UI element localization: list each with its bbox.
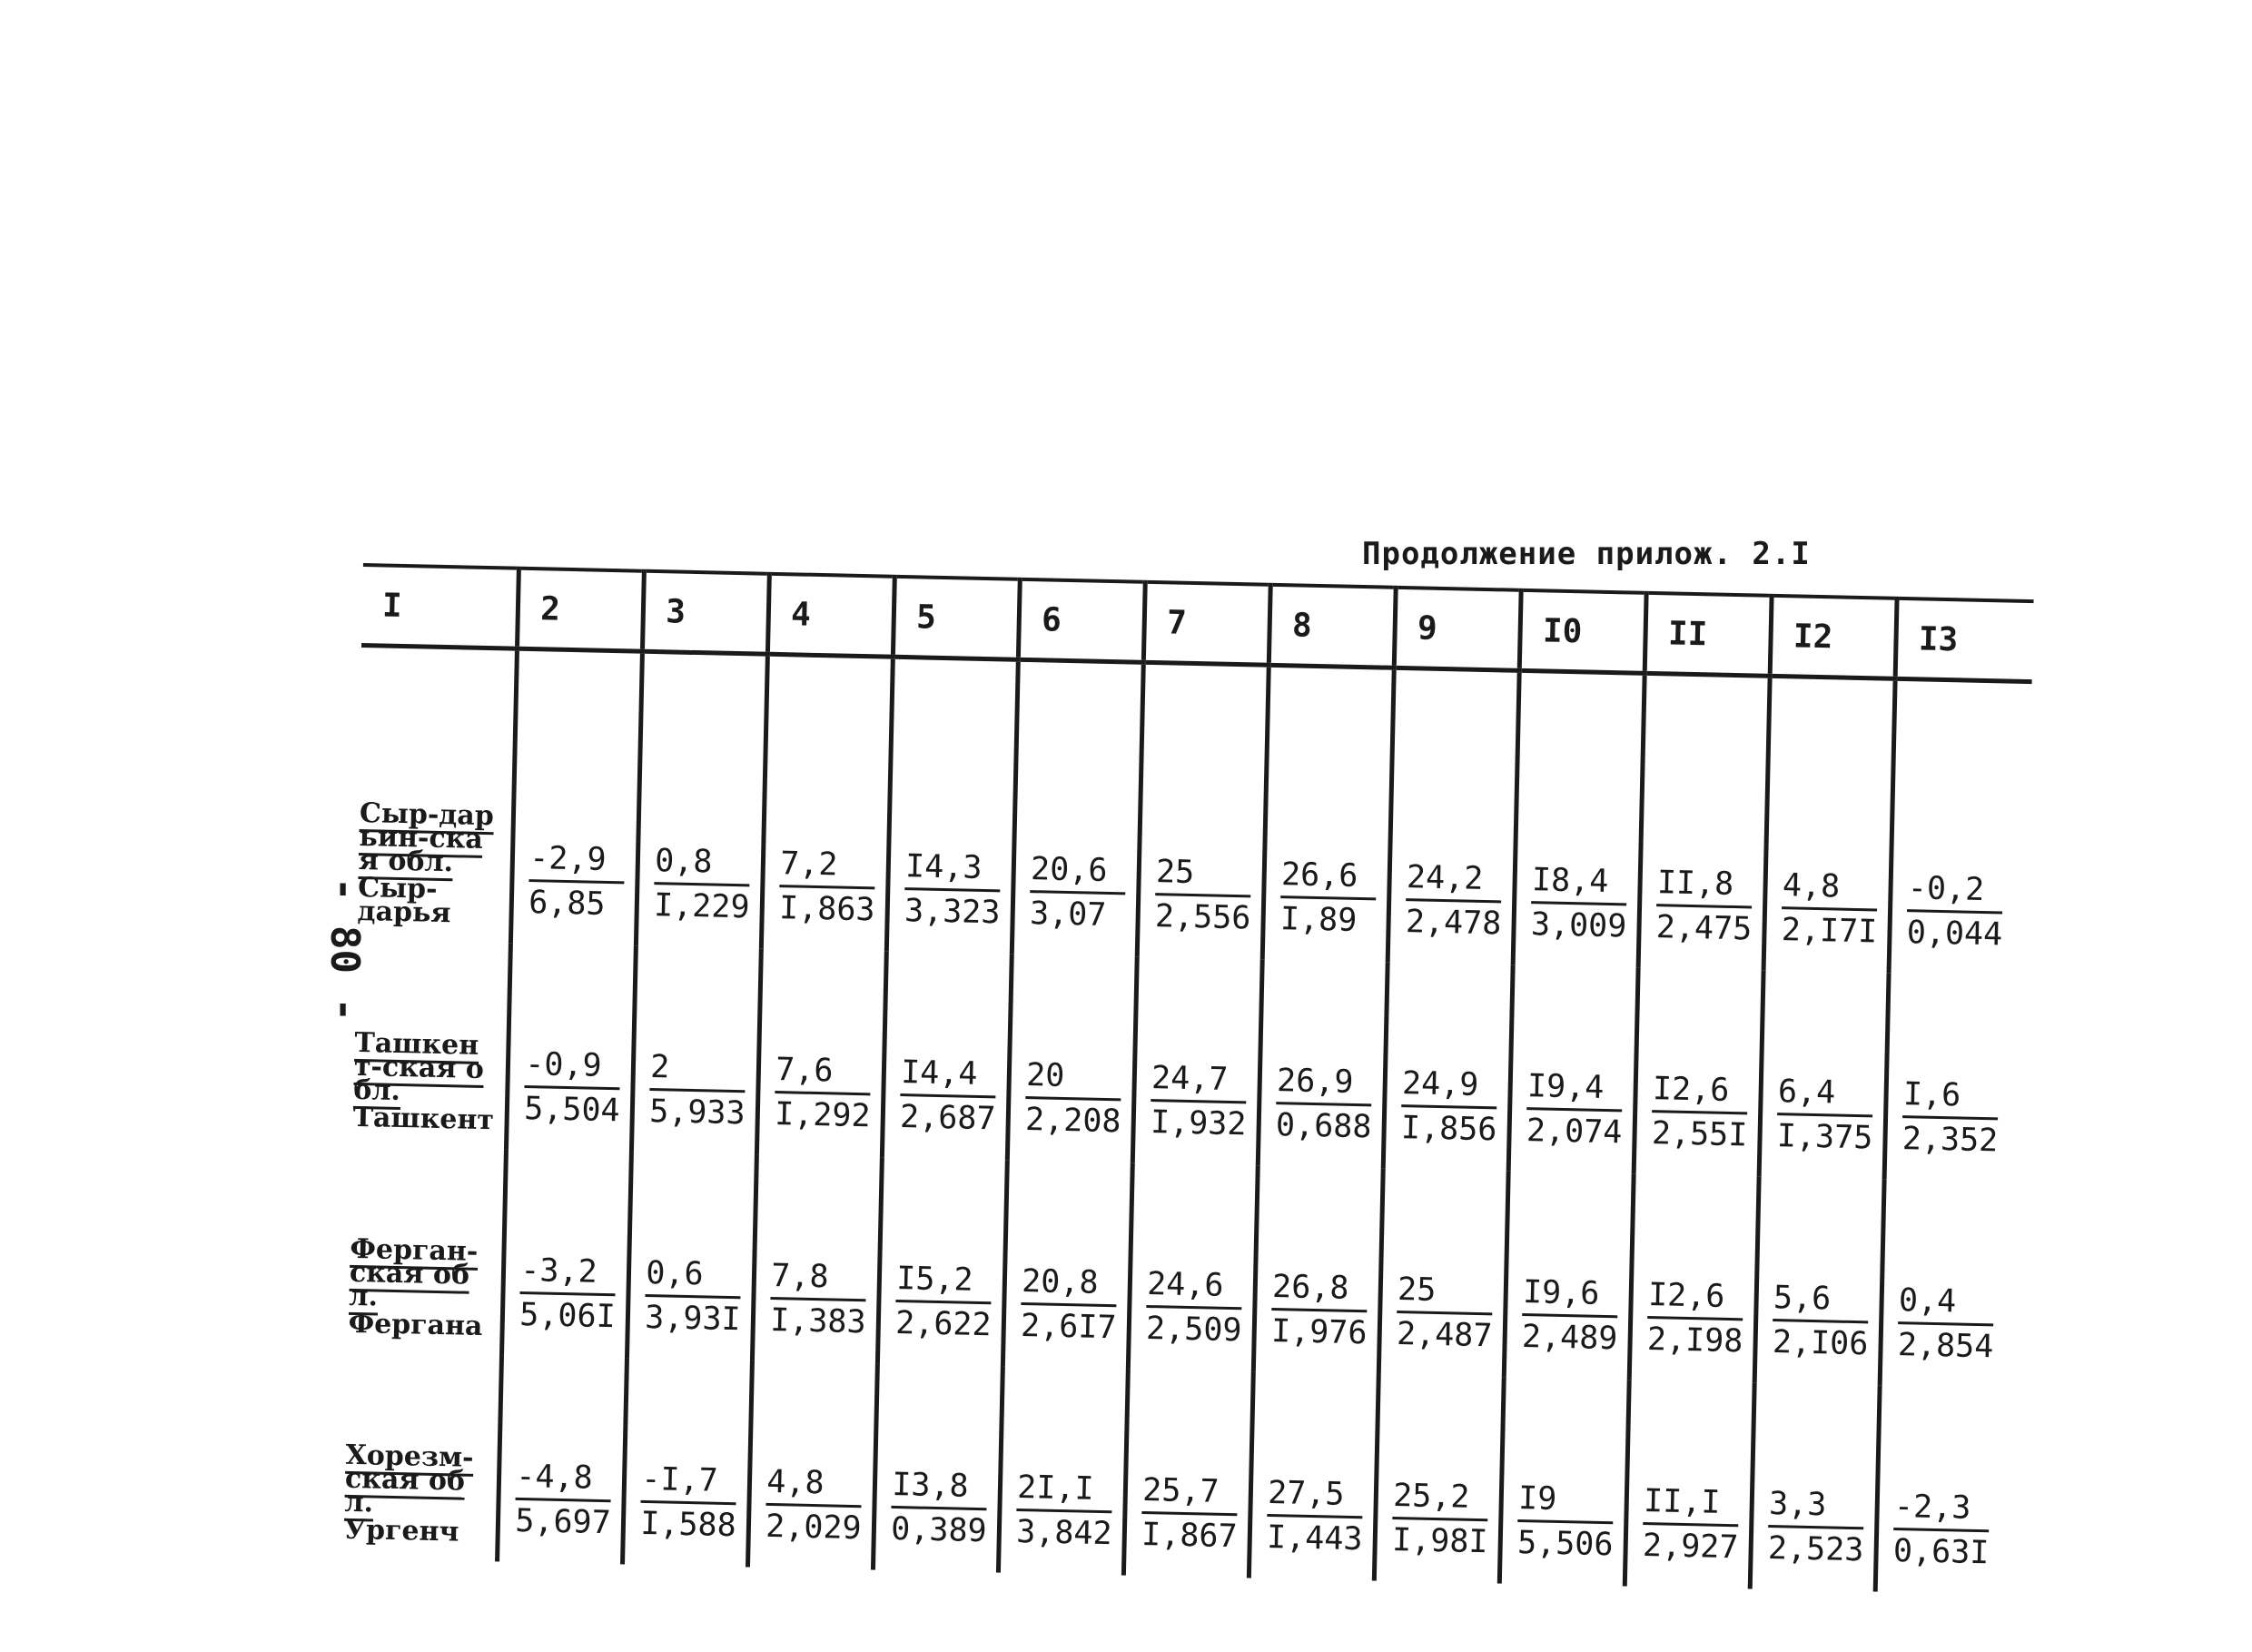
- value-bottom: 2,352: [1901, 1121, 1999, 1160]
- value-top: 4,8: [1782, 865, 1878, 911]
- value-cell: [1379, 1169, 1509, 1378]
- value-cell: [1509, 965, 1639, 1174]
- column-header: 2: [518, 569, 645, 651]
- column-header: I0: [1520, 590, 1647, 673]
- value-cell: [1880, 1180, 2020, 1389]
- value-bottom: 2,478: [1405, 904, 1502, 943]
- table-row: [355, 645, 2031, 976]
- value-top: 7,6: [775, 1049, 872, 1095]
- value-bottom: I,588: [639, 1505, 737, 1545]
- region-name-wrap: [352, 1026, 491, 1108]
- value-top: 24,9: [1402, 1063, 1498, 1109]
- value-cell: [1638, 673, 1770, 970]
- value-cell: [1751, 1383, 1881, 1592]
- value-bottom: 2,55I: [1651, 1115, 1748, 1154]
- value-top: 2I,I: [1017, 1467, 1113, 1513]
- value-bottom: I,867: [1141, 1516, 1238, 1556]
- value-top: 26,8: [1272, 1266, 1368, 1312]
- value-top: -3,2: [520, 1250, 617, 1296]
- column-header: I: [361, 565, 519, 648]
- table-row: [351, 940, 2025, 1182]
- column-header: 6: [1019, 579, 1146, 662]
- value-top: 20,6: [1031, 848, 1127, 895]
- value-bottom: 2,489: [1521, 1319, 1618, 1358]
- value-top: 7,2: [780, 843, 876, 889]
- column-header: II: [1645, 593, 1773, 676]
- value-cell: [1625, 1380, 1755, 1589]
- value-bottom: 2,622: [894, 1304, 992, 1344]
- region-name-wrap: [344, 1439, 482, 1519]
- column-header: I3: [1895, 598, 2033, 682]
- column-header: I2: [1770, 596, 1897, 678]
- city-name: Ургенч: [343, 1513, 459, 1548]
- value-bottom: I,443: [1266, 1518, 1363, 1558]
- value-cell: [1884, 974, 2025, 1182]
- data-table: [341, 563, 2033, 1595]
- value-top: 4,8: [766, 1461, 863, 1508]
- value-cell: [1384, 963, 1514, 1172]
- value-bottom: I,976: [1270, 1313, 1368, 1352]
- value-cell: [1513, 670, 1645, 967]
- value-cell: [887, 657, 1019, 954]
- value-top: -2,3: [1893, 1486, 1990, 1532]
- value-bottom: I,383: [769, 1301, 866, 1341]
- value-bottom: 3,323: [904, 893, 1001, 932]
- value-cell: [627, 1152, 757, 1361]
- value-bottom: 2,854: [1897, 1327, 1994, 1366]
- column-header: 7: [1144, 582, 1271, 665]
- value-bottom: 2,6I7: [1020, 1308, 1117, 1347]
- region-cell: [355, 645, 518, 943]
- value-bottom: 5,06I: [519, 1296, 617, 1336]
- value-bottom: 5,504: [523, 1091, 621, 1130]
- region-cell: [346, 1146, 507, 1356]
- value-bottom: 2,556: [1154, 898, 1251, 937]
- value-cell: [762, 654, 894, 951]
- value-top: 6,4: [1777, 1071, 1873, 1117]
- value-bottom: 5,506: [1516, 1524, 1614, 1564]
- value-top: -0,9: [525, 1044, 621, 1090]
- value-top: 20: [1026, 1054, 1122, 1101]
- value-top: 27,5: [1268, 1472, 1364, 1518]
- value-top: I2,6: [1647, 1274, 1743, 1321]
- value-bottom: 2,I06: [1772, 1324, 1869, 1363]
- value-cell: [1754, 1177, 1884, 1386]
- value-cell: [874, 1364, 1003, 1573]
- value-bottom: I,229: [653, 887, 750, 926]
- city-name: Фергана: [348, 1307, 483, 1343]
- value-top: 2: [650, 1046, 746, 1093]
- column-header: 4: [768, 574, 895, 657]
- table-row: [341, 1352, 2016, 1595]
- city-name: Ташкент: [352, 1101, 495, 1137]
- value-bottom: 2,208: [1024, 1102, 1121, 1141]
- value-cell: [1124, 1370, 1254, 1578]
- value-bottom: 2,029: [765, 1508, 863, 1548]
- column-header: 3: [643, 571, 770, 654]
- value-bottom: I,98I: [1391, 1521, 1488, 1561]
- value-top: I3,8: [892, 1464, 988, 1510]
- value-top: -4,8: [516, 1456, 612, 1502]
- region-name-wrap: [358, 796, 497, 879]
- value-top: 25,7: [1142, 1469, 1239, 1516]
- value-cell: [1259, 960, 1388, 1169]
- value-bottom: 2,I7I: [1781, 912, 1878, 951]
- region-name-wrap: [349, 1232, 487, 1313]
- value-cell: [748, 1361, 878, 1570]
- value-top: 3,3: [1769, 1483, 1865, 1529]
- value-bottom: I,863: [778, 890, 875, 929]
- value-top: 24,2: [1406, 856, 1502, 903]
- value-bottom: 2,074: [1526, 1113, 1623, 1152]
- value-top: I4,3: [905, 846, 1002, 892]
- value-cell: [999, 1367, 1129, 1576]
- value-bottom: 0,63I: [1892, 1533, 1990, 1572]
- value-cell: [1500, 1378, 1630, 1587]
- value-top: 26,9: [1277, 1060, 1373, 1106]
- value-cell: [1505, 1172, 1635, 1380]
- region-name: Сыр-дарьин-ская обл.: [358, 797, 494, 881]
- value-top: 0,4: [1898, 1280, 1994, 1326]
- value-bottom: 3,842: [1015, 1513, 1112, 1553]
- value-cell: [1003, 1161, 1133, 1370]
- table-body: [341, 645, 2031, 1594]
- region-cell: [341, 1352, 502, 1562]
- value-top: I9,4: [1526, 1065, 1623, 1112]
- value-cell: [1012, 659, 1144, 956]
- value-bottom: 0,389: [890, 1510, 988, 1550]
- value-top: I,6: [1902, 1073, 1999, 1120]
- value-top: I5,2: [896, 1258, 993, 1304]
- region-cell: [351, 940, 511, 1150]
- value-bottom: 2,475: [1655, 909, 1753, 948]
- value-top: 24,6: [1147, 1263, 1243, 1310]
- value-cell: [637, 651, 768, 948]
- value-cell: [1634, 968, 1763, 1177]
- value-bottom: 0,688: [1275, 1107, 1372, 1146]
- value-top: II,I: [1644, 1480, 1740, 1527]
- value-top: 7,8: [771, 1255, 867, 1301]
- value-bottom: 3,93I: [644, 1299, 742, 1339]
- value-top: I2,6: [1652, 1068, 1748, 1114]
- value-top: -2,9: [529, 837, 626, 884]
- value-top: I9,6: [1523, 1271, 1619, 1318]
- value-cell: [757, 949, 887, 1158]
- value-cell: [1388, 668, 1519, 964]
- value-cell: [1129, 1163, 1259, 1372]
- value-cell: [507, 944, 637, 1152]
- value-top: 25: [1398, 1269, 1494, 1315]
- value-top: II,8: [1656, 862, 1753, 908]
- value-bottom: I,89: [1279, 901, 1358, 939]
- value-top: 26,6: [1281, 854, 1378, 900]
- value-top: 25: [1156, 851, 1252, 897]
- value-cell: [1763, 676, 1895, 973]
- value-bottom: 5,697: [514, 1502, 612, 1542]
- value-top: I4,4: [901, 1052, 997, 1098]
- value-cell: [502, 1150, 632, 1359]
- data-table-container: [341, 563, 2033, 1595]
- value-cell: [1759, 971, 1889, 1180]
- value-bottom: 0,044: [1906, 915, 2003, 954]
- value-cell: [1263, 665, 1395, 962]
- value-bottom: 2,523: [1767, 1530, 1864, 1569]
- value-cell: [1249, 1372, 1379, 1581]
- table-caption: Продолжение прилож. 2.I: [1362, 536, 1811, 572]
- value-cell: [753, 1155, 883, 1364]
- value-cell: [1138, 662, 1269, 959]
- value-top: 5,6: [1773, 1277, 1869, 1323]
- value-top: -I,7: [641, 1459, 737, 1505]
- value-bottom: 2,927: [1642, 1528, 1739, 1567]
- value-bottom: 3,07: [1029, 895, 1107, 934]
- page-number: - 80 -: [321, 877, 368, 1022]
- value-top: 25,2: [1393, 1475, 1489, 1521]
- city-name: Сыр-дарья: [357, 871, 451, 930]
- value-top: I9: [1518, 1478, 1615, 1524]
- value-cell: [1133, 957, 1263, 1166]
- value-top: 0,8: [655, 840, 751, 886]
- region-name: Хорезм-ская обл.: [344, 1439, 474, 1522]
- value-bottom: I,292: [774, 1096, 871, 1135]
- value-cell: [498, 1356, 627, 1565]
- value-bottom: 2,509: [1145, 1311, 1242, 1350]
- value-bottom: I,856: [1400, 1110, 1497, 1149]
- value-bottom: 6,85: [528, 885, 606, 923]
- value-cell: [883, 952, 1012, 1161]
- value-top: 20,8: [1022, 1261, 1118, 1307]
- value-cell: [1008, 955, 1138, 1163]
- value-top: 0,6: [646, 1252, 742, 1299]
- value-bottom: 2,I98: [1646, 1321, 1743, 1360]
- value-bottom: 3,009: [1530, 906, 1627, 945]
- value-cell: [623, 1359, 753, 1568]
- value-cell: [1254, 1166, 1384, 1375]
- value-top: I8,4: [1531, 859, 1627, 905]
- value-bottom: 2,487: [1396, 1316, 1493, 1355]
- column-header: 9: [1395, 588, 1522, 670]
- region-name: Ташкент-ская обл.: [353, 1027, 484, 1110]
- value-cell: [632, 946, 762, 1155]
- value-cell: [1889, 678, 2031, 976]
- region-name: Ферган-ская обл.: [349, 1233, 479, 1316]
- value-cell: [511, 648, 643, 945]
- value-cell: [1876, 1386, 2017, 1595]
- value-top: -0,2: [1907, 867, 2003, 914]
- value-top: 24,7: [1151, 1057, 1248, 1103]
- value-bottom: I,375: [1776, 1118, 1873, 1157]
- value-cell: [1630, 1174, 1760, 1383]
- value-cell: [878, 1158, 1008, 1367]
- column-header: 5: [894, 577, 1021, 659]
- value-bottom: 5,933: [648, 1093, 746, 1133]
- column-header: 8: [1269, 585, 1397, 668]
- value-bottom: 2,687: [899, 1099, 996, 1138]
- table-row: [346, 1146, 2020, 1389]
- value-cell: [1375, 1375, 1505, 1584]
- value-bottom: I,932: [1150, 1104, 1247, 1143]
